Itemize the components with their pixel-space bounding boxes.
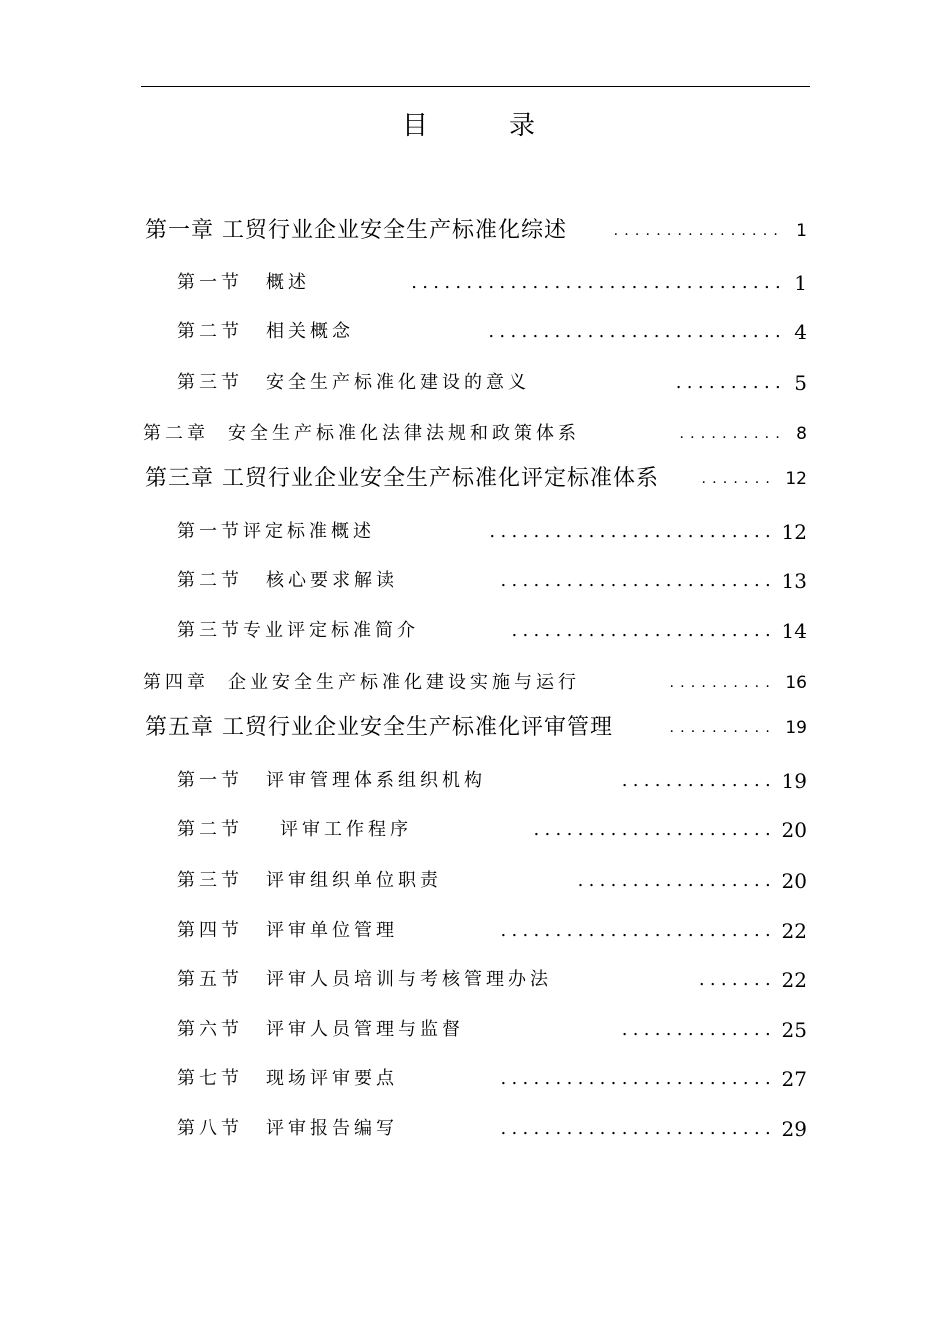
- toc-leader-dots: ..................: [577, 870, 776, 891]
- toc-page-number: 25: [781, 1018, 807, 1042]
- toc-page-number: 20: [781, 869, 807, 893]
- page-title: [0, 108, 950, 148]
- toc-entry-section[interactable]: [0, 914, 950, 948]
- toc-page-number: 13: [781, 569, 807, 593]
- toc-entry-label: 第一节评定标准概述: [177, 521, 375, 542]
- toc-entry-section[interactable]: [0, 1013, 950, 1047]
- toc-entry-section[interactable]: [0, 515, 950, 549]
- toc-entry-prefix: 第四节: [177, 920, 243, 941]
- toc-entry-prefix: 第三节: [177, 870, 243, 891]
- toc-entry-chapter-5[interactable]: [0, 711, 950, 745]
- toc-page-number: 1: [796, 221, 807, 241]
- toc-leader-dots: ..........: [669, 675, 776, 691]
- toc-page-number: 8: [796, 424, 807, 444]
- toc-page-number: 20: [781, 818, 807, 842]
- toc-entry-label: 评审报告编写: [266, 1118, 398, 1139]
- toc-entry-section[interactable]: [0, 266, 950, 300]
- toc-entry-section[interactable]: [0, 614, 950, 648]
- toc-leader-dots: ...........................: [488, 321, 786, 342]
- toc-entry-prefix: 第七节: [177, 1068, 243, 1089]
- toc-leader-dots: ................: [613, 223, 784, 239]
- toc-leader-dots: ..........: [675, 372, 786, 393]
- toc-page-number: 27: [781, 1067, 807, 1091]
- toc-entry-label: 评审人员管理与监督: [266, 1019, 464, 1040]
- toc-entry-prefix: 第二章: [143, 423, 209, 444]
- toc-entry-label: 评审人员培训与考核管理办法: [266, 969, 552, 990]
- toc-entry-title: 第五章 工贸行业企业安全生产标准化评审管理: [145, 715, 613, 740]
- toc-leader-dots: ..................................: [411, 272, 786, 293]
- toc-page-number: 5: [794, 371, 807, 395]
- toc-entry-prefix: 第四章: [143, 672, 209, 693]
- toc-entry-label: 企业安全生产标准化建设实施与运行: [228, 672, 580, 693]
- toc-entry-label: 评审管理体系组织机构: [266, 770, 486, 791]
- toc-leader-dots: .......: [701, 471, 776, 487]
- toc-leader-dots: .......: [698, 969, 776, 990]
- toc-leader-dots: .........................: [500, 1118, 776, 1139]
- toc-entry-section[interactable]: [0, 813, 950, 847]
- toc-entry-section[interactable]: [0, 315, 950, 349]
- toc-entry-section[interactable]: [0, 864, 950, 898]
- toc-entry-section[interactable]: [0, 366, 950, 400]
- toc-entry-title: 第一章 工贸行业企业安全生产标准化综述: [145, 218, 567, 243]
- toc-entry-label: 安全生产标准化建设的意义: [266, 372, 530, 393]
- toc-entry-label: 核心要求解读: [266, 570, 398, 591]
- toc-entry-section[interactable]: [0, 963, 950, 997]
- toc-leader-dots: .........................: [500, 920, 776, 941]
- toc-entry-label: 概述: [266, 272, 310, 293]
- toc-entry-prefix: 第二节: [177, 570, 243, 591]
- toc-page-number: 12: [781, 520, 807, 544]
- toc-page-number: 12: [785, 469, 807, 489]
- toc-page-number: 1: [794, 271, 807, 295]
- toc-entry-label: 评审组织单位职责: [266, 870, 442, 891]
- toc-entry-chapter-2[interactable]: [0, 417, 950, 451]
- title-char-1: 目: [402, 111, 429, 141]
- toc-leader-dots: ......................: [533, 819, 776, 840]
- toc-leader-dots: ..........................: [489, 521, 776, 542]
- toc-leader-dots: ..........: [679, 426, 786, 442]
- toc-leader-dots: ........................: [511, 620, 776, 641]
- toc-page-number: 14: [781, 619, 807, 643]
- toc-entry-label: 评审单位管理: [266, 920, 398, 941]
- toc-entry-prefix: 第六节: [177, 1019, 243, 1040]
- toc-entry-prefix: 第二节: [177, 819, 243, 840]
- toc-entry-prefix: 第一节: [177, 770, 243, 791]
- toc-page-number: 4: [794, 320, 807, 344]
- toc-entry-chapter-4[interactable]: [0, 666, 950, 700]
- title-char-2: 录: [509, 111, 536, 141]
- toc-entry-label: 现场评审要点: [266, 1068, 398, 1089]
- toc-entry-label: 评审工作程序: [280, 819, 412, 840]
- toc-entry-prefix: 第三节: [177, 372, 243, 393]
- toc-page-number: 19: [785, 718, 807, 738]
- top-rule: [141, 86, 810, 87]
- toc-page-number: 22: [781, 968, 807, 992]
- toc-leader-dots: ..............: [621, 1019, 776, 1040]
- toc-page-number: 16: [785, 673, 807, 693]
- toc-entry-section[interactable]: [0, 1112, 950, 1146]
- toc-leader-dots: .........................: [500, 570, 776, 591]
- toc-entry-section[interactable]: [0, 564, 950, 598]
- toc-leader-dots: ..............: [621, 770, 776, 791]
- toc-entry-label: 第三节专业评定标准简介: [177, 620, 419, 641]
- toc-entry-label: 安全生产标准化法律法规和政策体系: [228, 423, 580, 444]
- toc-entry-section[interactable]: [0, 764, 950, 798]
- toc-entry-section[interactable]: [0, 1062, 950, 1096]
- toc-page-number: 19: [781, 769, 807, 793]
- toc-page-number: 29: [781, 1117, 807, 1141]
- toc-entry-prefix: 第一节: [177, 272, 243, 293]
- toc-leader-dots: ..........: [669, 720, 776, 736]
- toc-entry-label: 相关概念: [266, 321, 354, 342]
- toc-entry-prefix: 第五节: [177, 969, 243, 990]
- toc-entry-chapter-1[interactable]: [0, 214, 950, 248]
- toc-entry-chapter-3[interactable]: [0, 462, 950, 496]
- toc-entry-title: 第三章 工贸行业企业安全生产标准化评定标准体系: [145, 466, 659, 491]
- toc-leader-dots: .........................: [500, 1068, 776, 1089]
- toc-entry-prefix: 第二节: [177, 321, 243, 342]
- toc-entry-prefix: 第八节: [177, 1118, 243, 1139]
- toc-page-number: 22: [781, 919, 807, 943]
